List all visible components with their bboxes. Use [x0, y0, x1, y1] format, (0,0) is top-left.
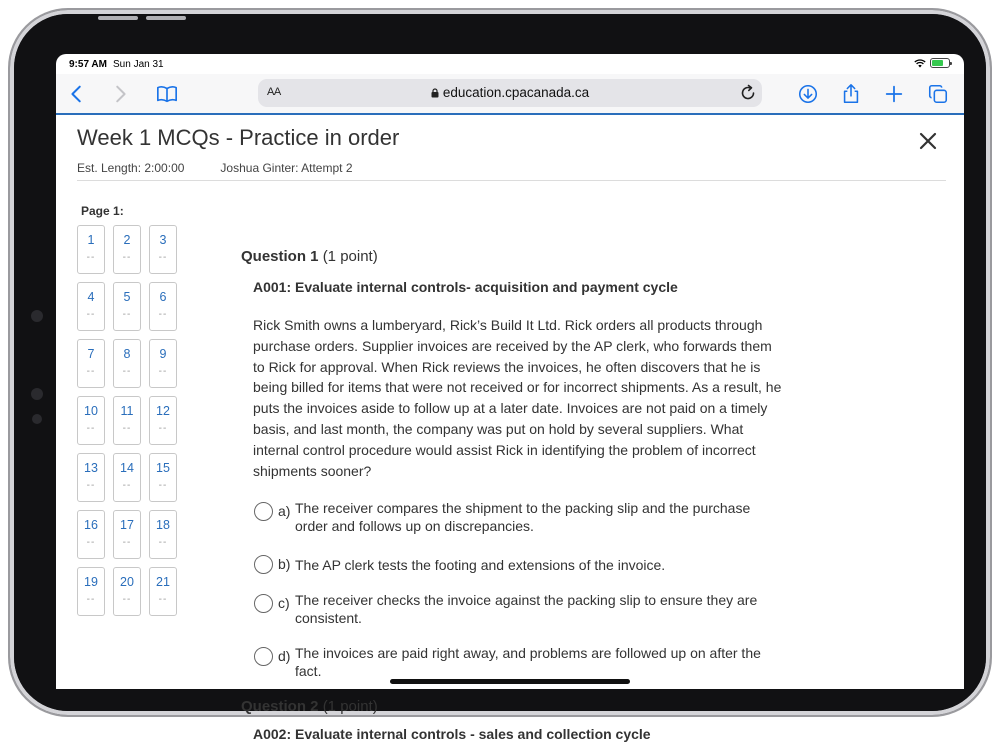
question-nav-number: 15 — [156, 461, 170, 475]
status-bar — [56, 54, 964, 74]
option-c[interactable] — [254, 591, 801, 627]
question-nav-status: -- — [158, 537, 168, 548]
question-topic: A001: Evaluate internal controls- acquisition and payment cycle — [253, 279, 678, 295]
question-points: (1 point) — [322, 698, 378, 715]
screen — [56, 54, 964, 742]
question-nav-item-8[interactable] — [113, 339, 141, 388]
question-nav-status: -- — [86, 480, 96, 491]
back-icon[interactable] — [65, 82, 89, 106]
question-nav-item-14[interactable] — [113, 453, 141, 502]
close-icon[interactable] — [918, 131, 938, 151]
question-nav-number: 20 — [120, 575, 134, 589]
question-nav-number: 12 — [156, 404, 170, 418]
page-label: Page 1: — [81, 204, 124, 218]
option-text: The receiver compares the shipment to the packing slip and the purchase order and follows up on discrepancies. — [295, 500, 751, 535]
question-nav-number: 4 — [87, 290, 95, 304]
question-nav-status: -- — [122, 252, 132, 263]
question-nav-number: 9 — [159, 347, 167, 361]
question-nav-status: -- — [86, 537, 96, 548]
question-nav-item-11[interactable] — [113, 396, 141, 445]
question-nav-item-10[interactable] — [77, 396, 105, 445]
question-nav-number: 21 — [156, 575, 170, 589]
option-text: The invoices are paid right away, and problems are followed up on after the fact. — [295, 645, 761, 680]
question-nav-number: 3 — [159, 233, 167, 247]
question-nav-item-21[interactable] — [149, 567, 177, 616]
option-letter: b) — [278, 556, 291, 573]
question-nav-item-7[interactable] — [77, 339, 105, 388]
question-nav-status: -- — [122, 594, 132, 605]
question-nav-number: 19 — [84, 575, 98, 589]
option-text: The AP clerk tests the footing and extensions of the invoice. — [295, 557, 666, 574]
question-nav-number: 13 — [84, 461, 98, 475]
question-nav-item-13[interactable] — [77, 453, 105, 502]
question-nav-item-15[interactable] — [149, 453, 177, 502]
question-nav-status: -- — [122, 423, 132, 434]
question-nav-number: 16 — [84, 518, 98, 532]
radio-button[interactable] — [254, 647, 273, 666]
question-nav-status: -- — [86, 252, 96, 263]
question-nav-item-12[interactable] — [149, 396, 177, 445]
question-nav-status: -- — [122, 366, 132, 377]
option-text: The receiver checks the invoice against the packing slip to ensure they are consistent. — [295, 592, 758, 627]
ipad-frame — [10, 10, 990, 742]
question-nav-number: 5 — [123, 290, 131, 304]
option-d[interactable] — [254, 644, 801, 680]
question-nav-number: 17 — [120, 518, 134, 532]
question-nav-number: 8 — [123, 347, 131, 361]
question-nav-status: -- — [158, 366, 168, 377]
option-letter: a) — [278, 503, 291, 520]
bookmarks-icon[interactable] — [155, 82, 179, 106]
question-2-heading — [241, 698, 378, 715]
question-nav-status: -- — [158, 252, 168, 263]
question-nav-status: -- — [158, 423, 168, 434]
est-length: Est. Length: 2:00:00 — [77, 161, 185, 175]
question-nav-status: -- — [122, 537, 132, 548]
option-b[interactable] — [254, 552, 801, 574]
question-nav-item-16[interactable] — [77, 510, 105, 559]
lock-icon — [431, 88, 439, 98]
question-navigator — [77, 225, 177, 616]
question-nav-number: 11 — [120, 404, 134, 418]
attempt-info: Joshua Ginter: Attempt 2 — [220, 161, 353, 175]
radio-button[interactable] — [254, 555, 273, 574]
hardware-button — [146, 16, 186, 20]
question-heading — [241, 248, 801, 265]
question-nav-item-18[interactable] — [149, 510, 177, 559]
question-nav-item-1[interactable] — [77, 225, 105, 274]
status-time: 9:57 AM — [69, 59, 107, 70]
home-indicator[interactable] — [390, 679, 630, 684]
question-label: Question 1 — [241, 248, 319, 265]
sensor — [31, 388, 43, 400]
question-nav-number: 7 — [87, 347, 95, 361]
text-size-button[interactable]: AA — [267, 86, 281, 98]
status-icons — [914, 58, 950, 68]
question-nav-item-6[interactable] — [149, 282, 177, 331]
tabs-overview-icon[interactable] — [926, 82, 950, 106]
share-icon[interactable] — [839, 82, 863, 106]
sensor — [31, 310, 43, 322]
status-date: Sun Jan 31 — [113, 59, 164, 70]
wifi-icon — [914, 59, 926, 68]
question-nav-item-17[interactable] — [113, 510, 141, 559]
question-nav-status: -- — [86, 423, 96, 434]
question-label: Question 2 — [241, 698, 319, 715]
option-a[interactable] — [254, 499, 801, 535]
answer-options — [254, 499, 801, 680]
browser-toolbar — [56, 74, 964, 114]
question-nav-status: -- — [86, 366, 96, 377]
hardware-button — [98, 16, 138, 20]
question-nav-item-19[interactable] — [77, 567, 105, 616]
question-nav-number: 10 — [84, 404, 98, 418]
new-tab-icon[interactable] — [882, 82, 906, 106]
battery-icon — [930, 58, 950, 68]
option-letter: d) — [278, 648, 291, 665]
question-nav-status: -- — [122, 309, 132, 320]
downloads-icon[interactable] — [796, 82, 820, 106]
radio-button[interactable] — [254, 502, 273, 521]
question-nav-number: 6 — [159, 290, 167, 304]
question-nav-item-3[interactable] — [149, 225, 177, 274]
question-nav-item-4[interactable] — [77, 282, 105, 331]
question-nav-status: -- — [158, 594, 168, 605]
question-2-topic: A002: Evaluate internal controls - sales and collection cycle — [253, 726, 651, 742]
reload-icon[interactable] — [738, 83, 758, 103]
question-nav-item-20[interactable] — [113, 567, 141, 616]
url-display[interactable] — [258, 85, 762, 100]
question-nav-number: 14 — [120, 461, 134, 475]
question-nav-item-9[interactable] — [149, 339, 177, 388]
question-nav-status: -- — [86, 594, 96, 605]
question-nav-number: 18 — [156, 518, 170, 532]
question-nav-number: 1 — [87, 233, 95, 247]
question-nav-number: 2 — [123, 233, 131, 247]
option-letter: c) — [278, 595, 290, 612]
question-nav-status: -- — [158, 480, 168, 491]
page-title: Week 1 MCQs - Practice in order — [77, 125, 400, 150]
address-bar[interactable] — [258, 79, 762, 107]
question-nav-status: -- — [86, 309, 96, 320]
battery-level — [932, 60, 943, 66]
question-nav-item-5[interactable] — [113, 282, 141, 331]
question-nav-status: -- — [158, 309, 168, 320]
question-nav-status: -- — [122, 480, 132, 491]
quiz-meta — [77, 161, 353, 175]
question-nav-item-2[interactable] — [113, 225, 141, 274]
forward-icon[interactable] — [108, 82, 132, 106]
question-points: (1 point) — [322, 248, 378, 265]
sensor — [32, 414, 42, 424]
divider — [77, 180, 946, 181]
question-text: Rick Smith owns a lumberyard, Rick’s Build It Ltd. Rick orders all products through purchase orders. Supplier invoices are received by the AP clerk, who forwards them to Rick for approval. When Rick reviews the invoices, he often discovers that he is being billed for items that were not received or for incorrect shipments. As a result, he puts the invoices aside to follow up at a later date. Invoices are not paid on a timely basis, and last month, the company was put on hold by several suppliers. What internal control procedure would assist Rick in identifying the problem of incorrect shipments sooner? — [253, 317, 782, 479]
question-1 — [241, 248, 801, 697]
radio-button[interactable] — [254, 594, 273, 613]
url-text: education.cpacanada.ca — [442, 85, 590, 100]
quiz-page — [56, 115, 964, 742]
